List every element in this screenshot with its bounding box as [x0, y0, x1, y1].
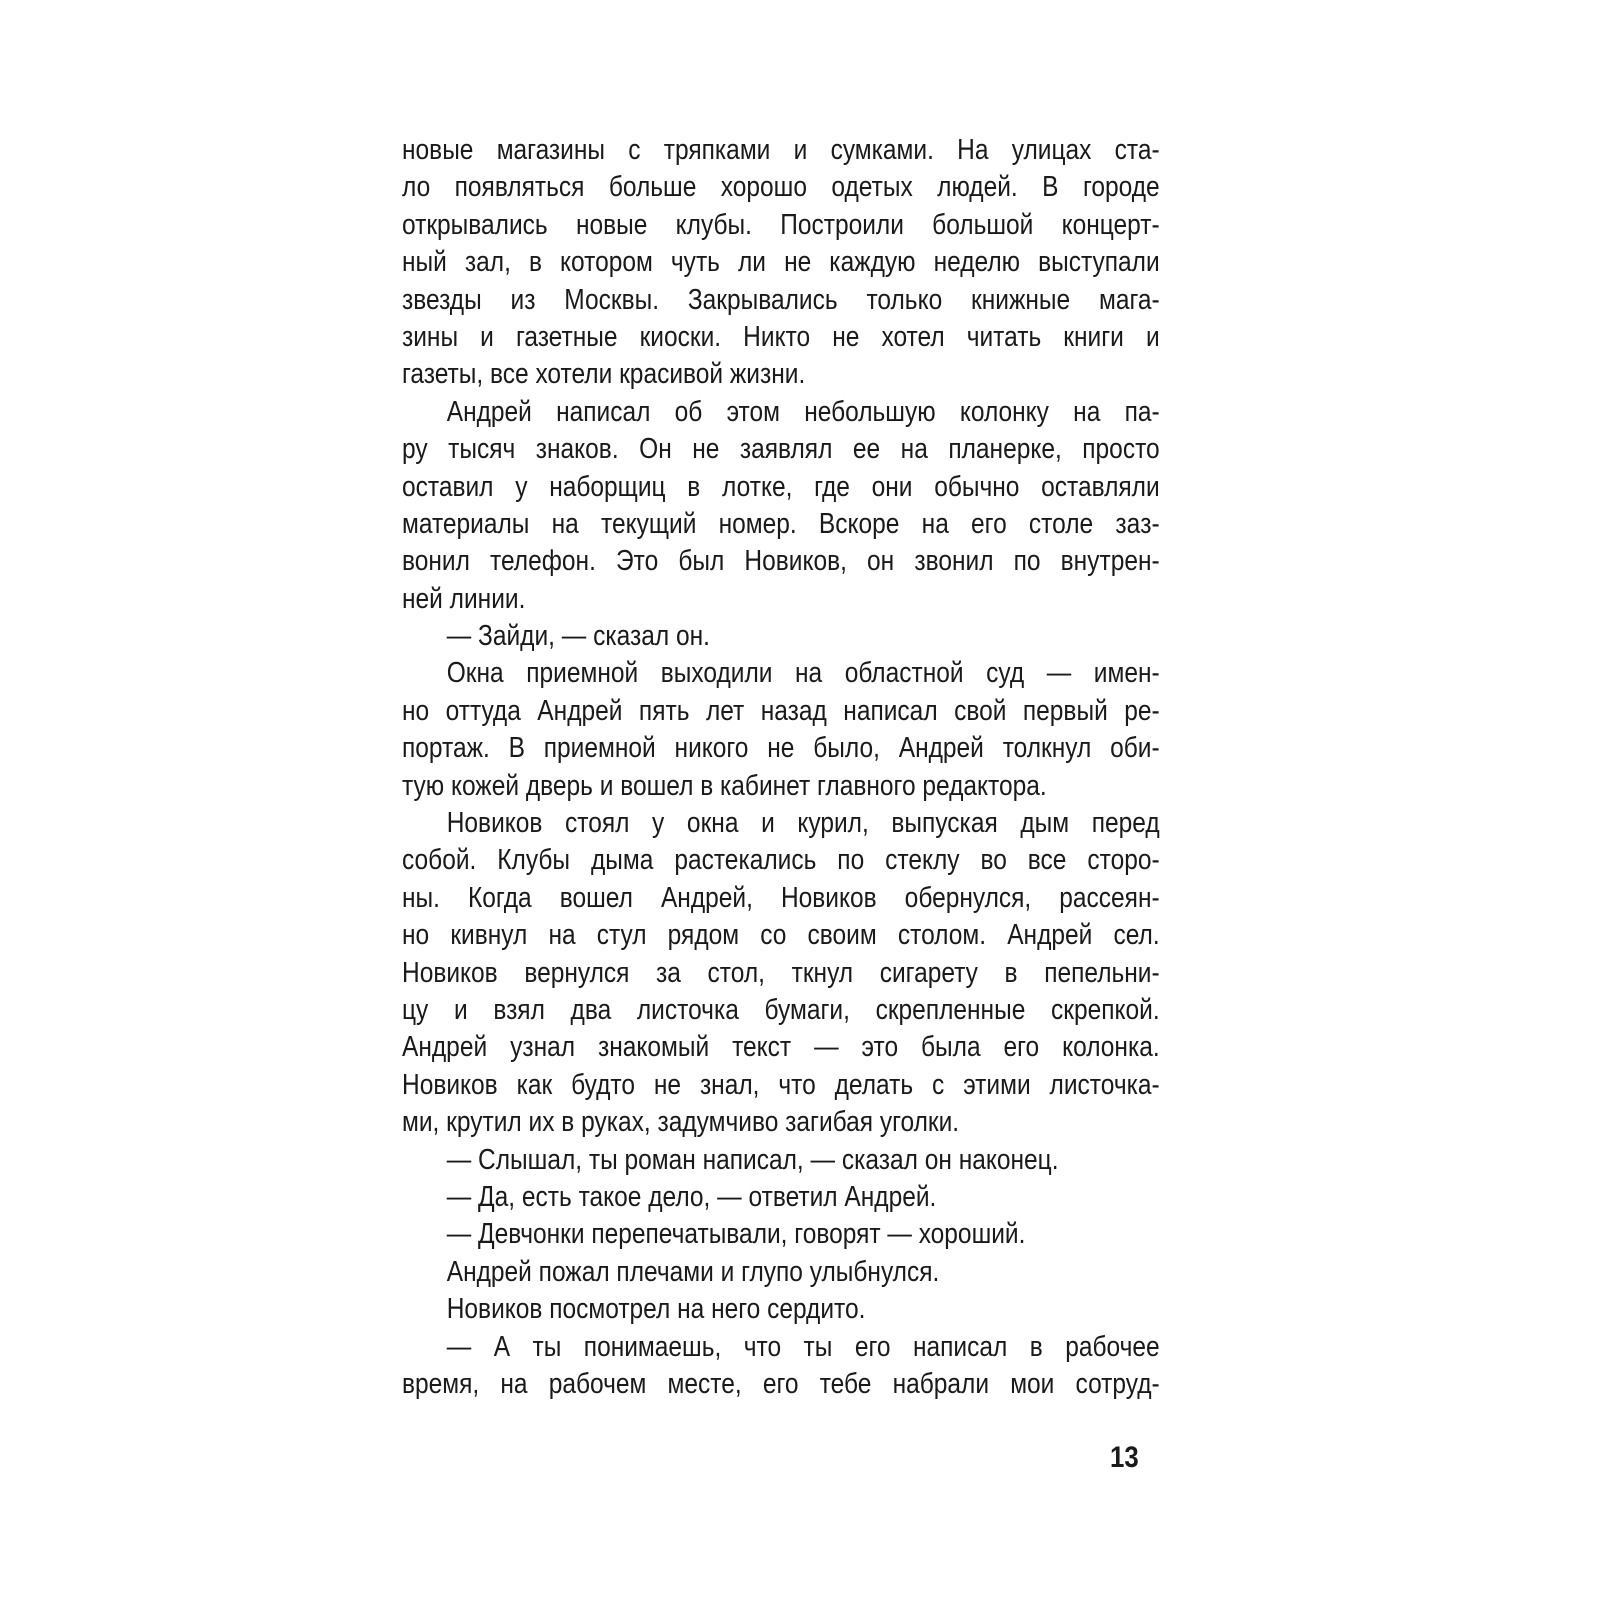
text-line: Новиков вернулся за стол, ткнул сигарету в пепельни- — [402, 956, 1160, 989]
text-line: Новиков посмотрел на него сердито. — [446, 1293, 866, 1326]
text-line: материалы на текущий номер. Вскоре на его столе зaз- — [402, 507, 1160, 540]
text-line: Окна приемной выходили на областной суд — имен- — [446, 657, 1160, 690]
body-text — [402, 132, 1160, 1403]
text-line: ми, крутил их в руках, задумчиво загибая уголки. — [402, 1106, 960, 1139]
text-line: — Зайди, — сказал он. — [446, 620, 710, 653]
text-line: зины и газетные киоски. Никто не хотел читать книги и — [402, 320, 1160, 353]
text-line: но кивнул на стул рядом со своим столом. Андрей сел. — [402, 919, 1160, 952]
text-line: — Девчонки перепечатывали, говорят — хороший. — [446, 1218, 1026, 1251]
text-line: ло появляться больше хорошо одетых людей. В городе — [402, 171, 1160, 204]
text-line: газеты, все хотели красивой жизни. — [402, 358, 806, 391]
page-number: 13 — [1110, 1441, 1139, 1474]
text-line: Новиков стоял у окна и курил, выпуская дым перед — [446, 807, 1160, 840]
text-line: ней линии. — [402, 582, 526, 615]
text-line: время, на рабочем месте, его тебе набрали мои сотруд- — [402, 1367, 1160, 1400]
text-line: открывались новые клубы. Построили большой концерт- — [402, 208, 1160, 241]
text-line: ру тысяч знаков. Он не заявлял ее на планерке, просто — [402, 433, 1160, 466]
text-line: цу и взял два листочка бумаги, скрепленные скрепкой. — [402, 993, 1160, 1026]
text-line: Новиков как будто не знал, что делать с этими листочка- — [402, 1068, 1160, 1101]
text-line: собой. Клубы дыма растекались по стеклу во все сторо- — [402, 844, 1160, 877]
text-line: портаж. В приемной никого не было, Андрей толкнул оби- — [402, 732, 1160, 765]
text-line: Андрей пожал плечами и глупо улыбнулся. — [446, 1255, 940, 1288]
text-line: вонил телефон. Это был Новиков, он звонил по внутрен- — [402, 545, 1160, 578]
text-line: ный зал, в котором чуть ли не каждую неделю выступали — [402, 246, 1160, 279]
text-line: новые магазины с тряпками и сумками. На улицах ста- — [402, 134, 1160, 166]
text-line: — А ты понимаешь, что ты его написал в рабочее — [446, 1330, 1160, 1363]
text-line: Андрей написал об этом небольшую колонку на па- — [446, 395, 1160, 428]
text-line: — Да, есть такое дело, — ответил Андрей. — [446, 1180, 937, 1213]
text-line: Андрей узнал знакомый текст — это была его колонка. — [402, 1031, 1160, 1064]
text-line: тую кожей дверь и вошел в кабинет главного редактора. — [402, 769, 1047, 802]
text-line: оставил у наборщиц в лотке, где они обычно оставляли — [402, 470, 1160, 503]
text-line: но оттуда Андрей пять лет назад написал свой первый ре- — [402, 694, 1160, 727]
text-line: ны. Когда вошел Андрей, Новиков обернулся, рассеян- — [402, 881, 1160, 914]
text-line: — Слышал, ты роман написал, — сказал он наконец. — [446, 1143, 1059, 1176]
text-line: звезды из Москвы. Закрывались только книжные мага- — [402, 283, 1160, 316]
